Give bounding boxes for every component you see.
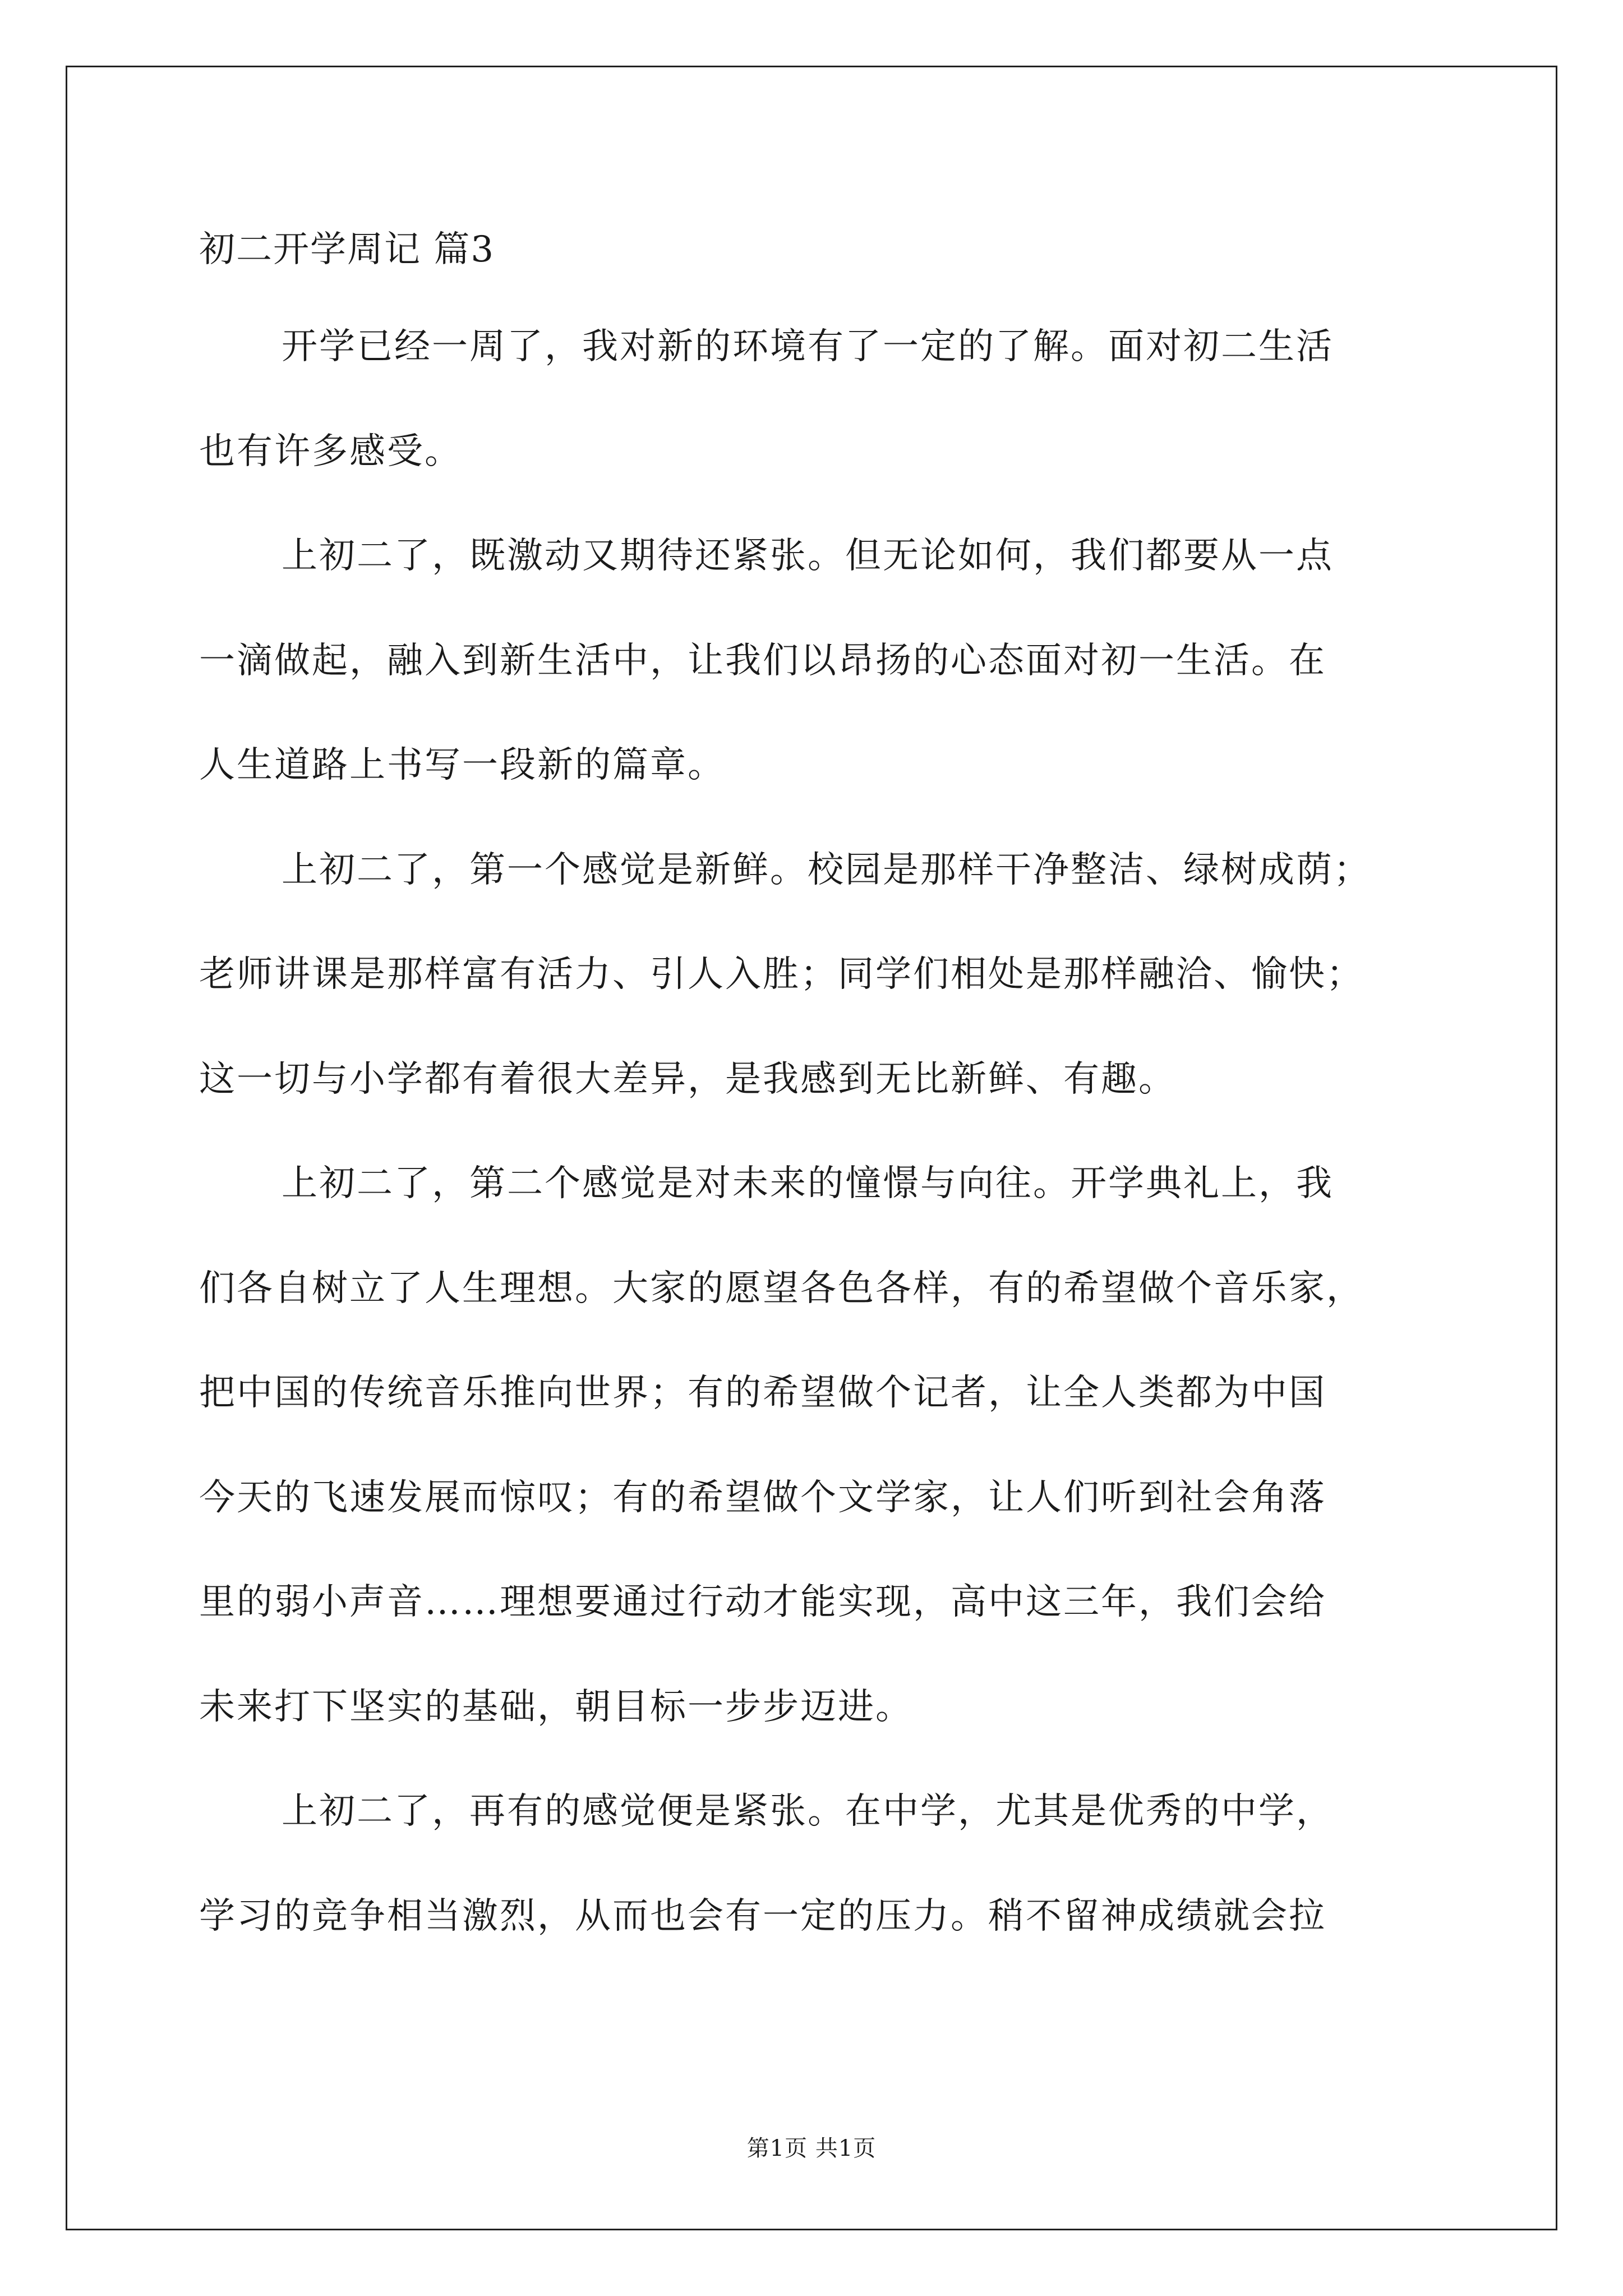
document-title: 初二开学周记 篇3 [199, 229, 495, 270]
body-line: 上初二了，再有的感觉便是紧张。在中学，尤其是优秀的中学， [282, 1791, 1334, 1832]
body-line: 们各自树立了人生理想。大家的愿望各色各样，有的希望做个音乐家， [199, 1267, 1364, 1309]
body-line: 老师讲课是那样富有活力、引人入胜；同学们相处是那样融洽、愉快； [199, 954, 1364, 995]
body-line: 也有许多感受。 [199, 430, 462, 472]
body-line: 把中国的传统音乐推向世界；有的希望做个记者，让全人类都为中国 [199, 1372, 1326, 1414]
body-line: 上初二了，既激动又期待还紧张。但无论如何，我们都要从一点 [282, 535, 1334, 577]
body-line: 上初二了，第二个感觉是对未来的憧憬与向往。开学典礼上，我 [282, 1163, 1334, 1204]
body-line: 这一切与小学都有着很大差异，是我感到无比新鲜、有趣。 [199, 1058, 1176, 1100]
body-line: 今天的飞速发展而惊叹；有的希望做个文学家，让人们听到社会角落 [199, 1476, 1326, 1519]
body-line: 未来打下坚实的基础，朝目标一步步迈进。 [199, 1686, 913, 1728]
body-line: 开学已经一周了，我对新的环境有了一定的了解。面对初二生活 [282, 326, 1334, 367]
body-line: 一滴做起，融入到新生活中，让我们以昂扬的心态面对初一生活。在 [199, 639, 1326, 682]
page-footer: 第1页 共1页 [746, 2136, 877, 2161]
body-line: 里的弱小声音……理想要通过行动才能实现，高中这三年，我们会给 [199, 1581, 1326, 1623]
body-line: 人生道路上书写一段新的篇章。 [199, 744, 725, 786]
body-line: 上初二了，第一个感觉是新鲜。校园是那样干净整洁、绿树成荫； [282, 849, 1371, 891]
document-body [199, 319, 1433, 1993]
body-line: 学习的竞争相当激烈，从而也会有一定的压力。稍不留神成绩就会拉 [199, 1895, 1326, 1937]
